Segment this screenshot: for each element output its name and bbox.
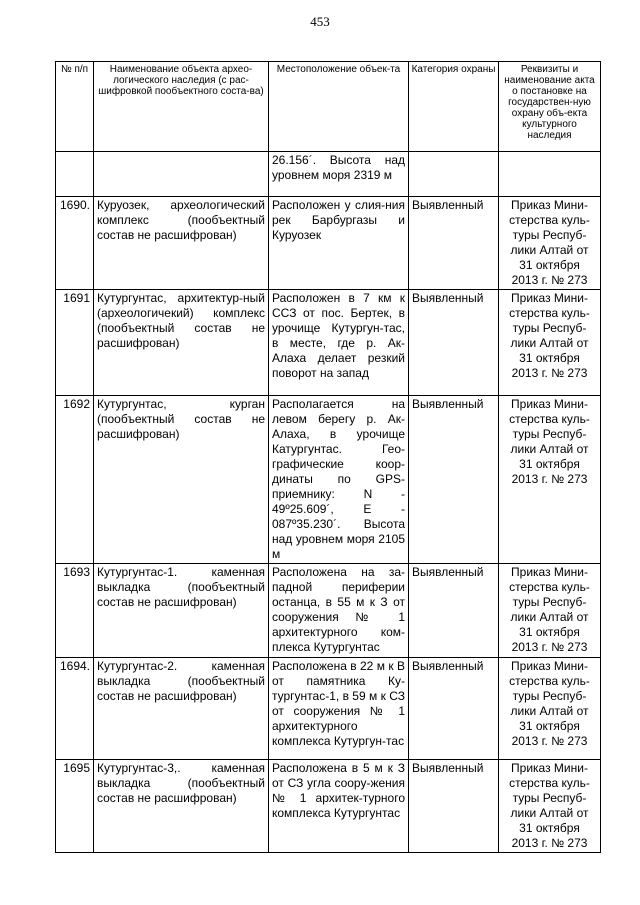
- row-location: Расположен в 7 км к ССЗ от пос. Бертек, в урочище Кутургун-тас, в месте, где р. Ак-Алаха делает резкий поворот на запад: [269, 290, 409, 396]
- row-act: [499, 760, 601, 853]
- row-number: 1691: [56, 290, 94, 396]
- table-row: [56, 197, 601, 290]
- table-row: [56, 658, 601, 760]
- act-line: 31 октября: [519, 258, 580, 272]
- row-act: [499, 290, 601, 396]
- row-number: 1693: [56, 564, 94, 658]
- row-act: [499, 396, 601, 564]
- row-category: Выявленный: [409, 396, 499, 564]
- act-line: туры Респуб-: [512, 689, 587, 703]
- act-line: лики Алтай от: [510, 336, 589, 350]
- act-line: 2013 г. № 273: [511, 640, 588, 654]
- row-category: Выявленный: [409, 290, 499, 396]
- act-line: стерства куль-: [509, 306, 590, 320]
- act-line: стерства куль-: [509, 412, 590, 426]
- page-number: 453: [310, 14, 330, 29]
- row-location: Расположена в 5 м к З от СЗ угла соору-жения № 1 архитек-турного комплекса Кутургунтас: [269, 760, 409, 853]
- header-number: № п/п: [56, 62, 94, 152]
- act-line: 2013 г. № 273: [511, 836, 588, 850]
- row-location: Расположена на за-падной периферии останца, в 55 м к З от сооружения № 1 архитектурного ком-плекса Кутургунтас: [269, 564, 409, 658]
- header-location: Местоположение объек-та: [269, 62, 409, 152]
- act-line: стерства куль-: [509, 213, 590, 227]
- act-line: 31 октября: [519, 821, 580, 835]
- row-object-name: Куруозек, археологический комплекс (пообъектный состав не расшифрован): [94, 197, 269, 290]
- act-line: 2013 г. № 273: [511, 273, 588, 287]
- row-act: [499, 197, 601, 290]
- table-row: [56, 760, 601, 853]
- act-line: 2013 г. № 273: [511, 366, 588, 380]
- act-line: стерства куль-: [509, 776, 590, 790]
- act-line: 31 октября: [519, 457, 580, 471]
- act-line: Приказ Мини-: [511, 565, 588, 579]
- act-line: стерства куль-: [509, 674, 590, 688]
- row-number: 1695: [56, 760, 94, 853]
- act-line: туры Респуб-: [512, 427, 587, 441]
- row-object-name: [94, 152, 269, 197]
- act-line: туры Респуб-: [512, 321, 587, 335]
- act-line: Приказ Мини-: [511, 761, 588, 775]
- table-row: [56, 290, 601, 396]
- row-number: 1690.: [56, 197, 94, 290]
- header-act-details: Реквизиты и наименование акта о постановке на государствен-ную охрану объ-екта культурного наследия: [499, 62, 601, 152]
- row-object-name: Кутургунтас, архитектур-ный (археологичекий) комплекс (пообъектный состав не расшифрован): [94, 290, 269, 396]
- row-category: Выявленный: [409, 760, 499, 853]
- table-row-continuation: [56, 152, 601, 197]
- act-line: лики Алтай от: [510, 442, 589, 456]
- act-line: лики Алтай от: [510, 610, 589, 624]
- act-line: туры Респуб-: [512, 791, 587, 805]
- row-category: Выявленный: [409, 197, 499, 290]
- act-line: лики Алтай от: [510, 806, 589, 820]
- row-act: [499, 564, 601, 658]
- row-category: [409, 152, 499, 197]
- row-act: [499, 152, 601, 197]
- header-object-name: Наименование объекта архео-логического наследия (с рас-шифровкой пообъектного соста-ва): [94, 62, 269, 152]
- header-protection-category: Категория охраны: [409, 62, 499, 152]
- row-category: Выявленный: [409, 564, 499, 658]
- act-line: 31 октября: [519, 625, 580, 639]
- row-location: Располагается на левом берегу р. Ак-Алаха, в урочище Катургунтас. Гео-графические коор-динаты по GPS-приемнику: N - 49º25.609´, E - 087º35.230´. Высота над уровнем моря 2105 м: [269, 396, 409, 564]
- row-object-name: Кутургунтас-3,. каменная выкладка (пообъектный состав не расшифрован): [94, 760, 269, 853]
- act-line: лики Алтай от: [510, 704, 589, 718]
- act-line: Приказ Мини-: [511, 659, 588, 673]
- act-line: Приказ Мини-: [511, 198, 588, 212]
- act-line: 2013 г. № 273: [511, 734, 588, 748]
- row-number: [56, 152, 94, 197]
- row-category: Выявленный: [409, 658, 499, 760]
- row-object-name: Кутургунтас, курган (пообъектный состав не расшифрован): [94, 396, 269, 564]
- act-line: лики Алтай от: [510, 243, 589, 257]
- row-object-name: Кутургунтас-1. каменная выкладка (пообъектный состав не расшифрован): [94, 564, 269, 658]
- row-location: Расположен у слия-ния рек Барбургазы и Куруозек: [269, 197, 409, 290]
- table-row: [56, 564, 601, 658]
- row-location: Расположена в 22 м к В от памятника Ку-тургунтас-1, в 59 м к СЗ от сооружения № 1 архитектурного комплекса Кутургун-тас: [269, 658, 409, 760]
- row-object-name: Кутургунтас-2. каменная выкладка (пообъектный состав не расшифрован): [94, 658, 269, 760]
- row-number: 1692: [56, 396, 94, 564]
- row-act: [499, 658, 601, 760]
- act-line: Приказ Мини-: [511, 397, 588, 411]
- row-number: 1694.: [56, 658, 94, 760]
- act-line: 31 октября: [519, 719, 580, 733]
- table-header-row: [56, 62, 601, 152]
- row-location: 26.156´. Высота над уровнем моря 2319 м: [269, 152, 409, 197]
- heritage-register-table: [55, 61, 601, 853]
- act-line: 31 октября: [519, 351, 580, 365]
- table-row: [56, 396, 601, 564]
- act-line: стерства куль-: [509, 580, 590, 594]
- act-line: туры Респуб-: [512, 228, 587, 242]
- act-line: 2013 г. № 273: [511, 472, 588, 486]
- act-line: туры Респуб-: [512, 595, 587, 609]
- act-line: Приказ Мини-: [511, 291, 588, 305]
